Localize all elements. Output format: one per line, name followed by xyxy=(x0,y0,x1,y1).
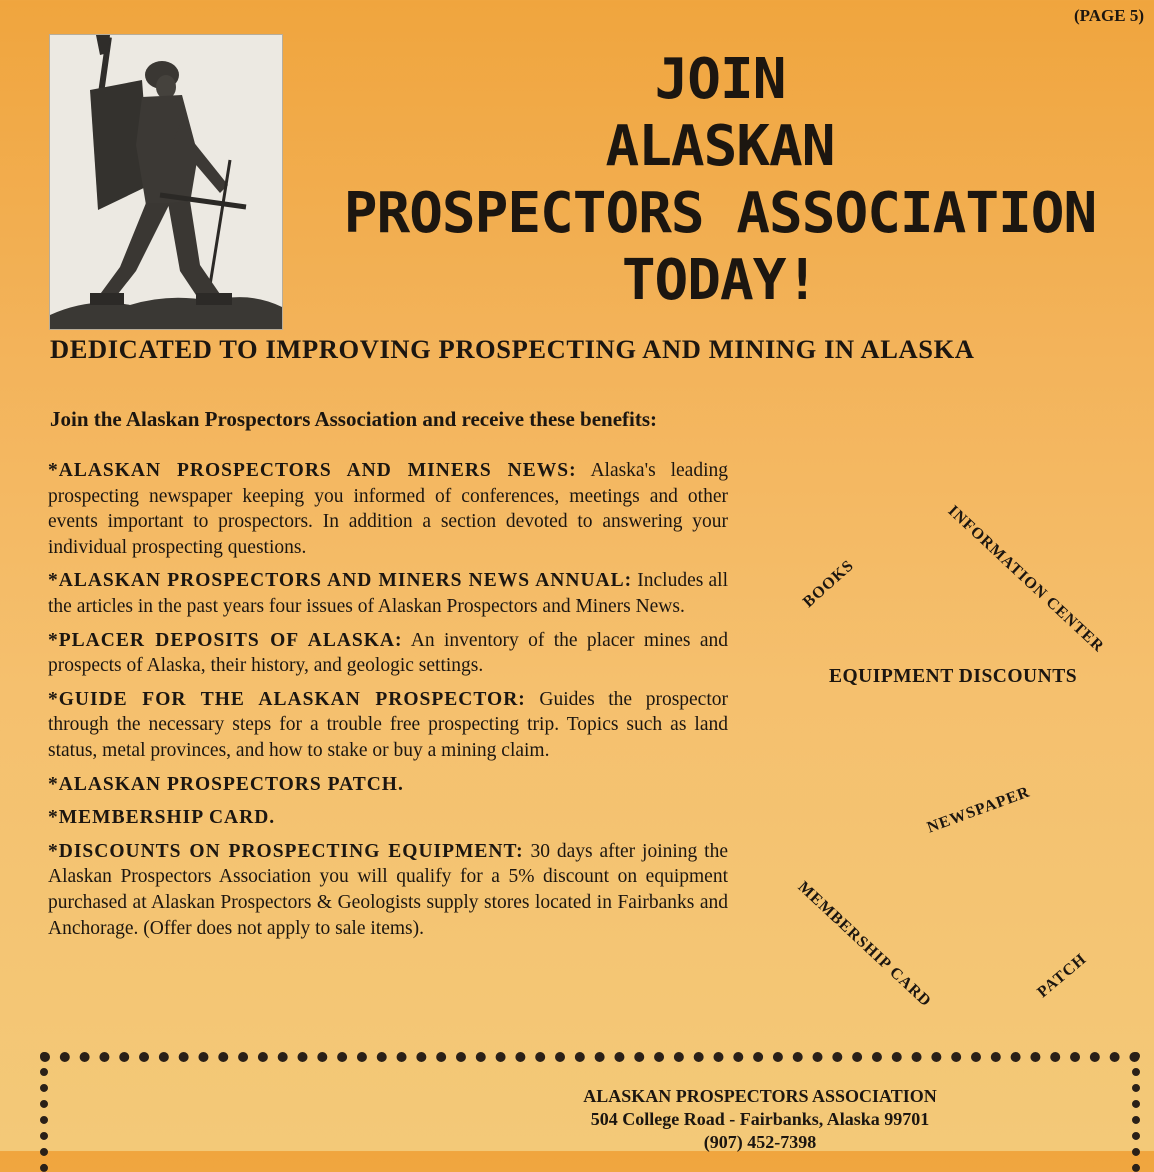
scatter-word-patch: PATCH xyxy=(1034,950,1091,1002)
headline-line-alaskan: ALASKAN xyxy=(605,114,835,179)
benefit-text: An inventory of the placer mines and prospects of Alaska, their history, and geologic settings. xyxy=(48,629,728,677)
address-block xyxy=(440,1085,1080,1154)
address-phone: (907) 452-7398 xyxy=(703,1132,817,1152)
benefit-text: 30 days after joining the Alaskan Prospectors Association you will qualify for a 5% discount on equipment purchased at Alaskan Prospectors & Geologists supply stores located in Fairbanks and Anchorage. (Offer does not apply to sale items). xyxy=(48,840,728,939)
benefit-text: Includes all the articles in the past years four issues of Alaskan Prospectors and Miners News. xyxy=(48,570,728,617)
page-number: (PAGE 5) xyxy=(1073,6,1144,25)
benefit-title: *ALASKAN PROSPECTORS AND MINERS NEWS ANNUAL: xyxy=(48,570,633,592)
dedicated-subtitle: DEDICATED TO IMPROVING PROSPECTING AND MINING IN ALASKA xyxy=(50,334,975,364)
benefit-news xyxy=(48,458,728,560)
benefit-guide xyxy=(48,687,728,764)
prospector-statue-image xyxy=(50,35,282,329)
scatter-word-newspaper: NEWSPAPER xyxy=(924,783,1033,837)
scatter-word-books: BOOKS xyxy=(799,556,858,611)
benefit-title: *PLACER DEPOSITS OF ALASKA: xyxy=(48,629,403,651)
benefits-list xyxy=(48,458,728,949)
benefit-title: *ALASKAN PROSPECTORS AND MINERS NEWS: xyxy=(48,460,577,481)
benefit-title: *GUIDE FOR THE ALASKAN PROSPECTOR: xyxy=(48,688,526,710)
benefit-membership-card xyxy=(48,805,728,831)
benefit-placer-deposits xyxy=(48,628,728,679)
scatter-word-equipment-discounts: EQUIPMENT DISCOUNTS xyxy=(829,666,1078,687)
benefit-title: *ALASKAN PROSPECTORS PATCH. xyxy=(48,773,404,795)
benefit-text: Alaska's leading prospecting newspaper keeping you informed of conferences, meetings and other events important to prospectors. In addition a section devoted to answering your individual prospecting questions. xyxy=(48,460,728,558)
address-street: 504 College Road - Fairbanks, Alaska 99701 xyxy=(590,1109,930,1129)
prospector-statue-photo xyxy=(49,34,283,330)
headline-line-join: JOIN xyxy=(654,47,786,112)
headline-line-today: TODAY! xyxy=(621,248,819,313)
benefit-text: Guides the prospector through the necessary steps for a trouble free prospecting trip. Topics such as land status, metal provinces, and how to stake or buy a mining claim. xyxy=(48,688,729,761)
address-org: ALASKAN PROSPECTORS ASSOCIATION xyxy=(583,1086,937,1106)
benefit-patch xyxy=(48,772,728,798)
benefit-title: *MEMBERSHIP CARD. xyxy=(48,807,276,829)
benefits-intro: Join the Alaskan Prospectors Association and receive these benefits: xyxy=(50,407,658,431)
benefit-discounts xyxy=(48,839,728,941)
benefit-title: *DISCOUNTS ON PROSPECTING EQUIPMENT: xyxy=(48,840,524,862)
benefit-annual xyxy=(48,568,728,619)
headline xyxy=(320,46,1120,314)
scatter-word-membership-card: MEMBERSHIP CARD xyxy=(794,878,935,1011)
headline-line-association: PROSPECTORS ASSOCIATION xyxy=(343,181,1097,246)
scatter-word-information-center: INFORMATION CENTER xyxy=(944,502,1108,656)
